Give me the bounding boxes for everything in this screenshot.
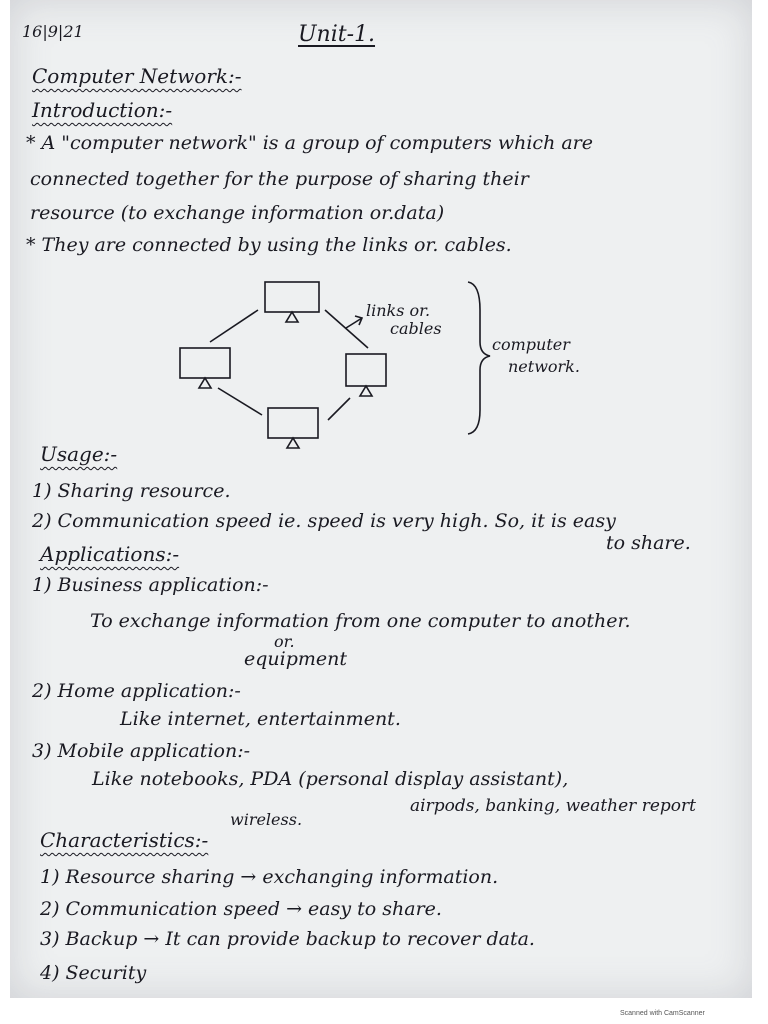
link-top-right bbox=[325, 310, 368, 348]
usage-continuation: to share. bbox=[606, 532, 691, 554]
computer-bottom bbox=[268, 408, 318, 438]
computer-left-stand bbox=[199, 378, 211, 388]
section-title: Computer Network:- bbox=[32, 64, 242, 88]
curly-brace bbox=[468, 282, 490, 434]
characteristics-heading: Characteristics:- bbox=[40, 828, 209, 852]
mobile-text: Like notebooks, PDA (personal display assistant), bbox=[92, 768, 569, 790]
business-equipment: equipment bbox=[244, 648, 348, 670]
characteristic-4: 4) Security bbox=[40, 962, 147, 984]
usage-item-1: 1) Sharing resource. bbox=[32, 480, 231, 502]
intro-line-1: * A "computer network" is a group of computers which are bbox=[26, 132, 593, 154]
usage-item-2: 2) Communication speed ie. speed is very high. So, it is easy bbox=[32, 510, 616, 532]
home-text: Like internet, entertainment. bbox=[120, 708, 401, 730]
mobile-heading: 3) Mobile application:- bbox=[32, 740, 251, 762]
date: 16|9|21 bbox=[22, 22, 84, 41]
home-heading: 2) Home application:- bbox=[32, 680, 241, 702]
intro-heading: Introduction:- bbox=[32, 98, 173, 122]
computer-right bbox=[346, 354, 386, 386]
computer-top-stand bbox=[286, 312, 298, 322]
intro-line-4: * They are connected by using the links or. cables. bbox=[26, 234, 512, 256]
links-label-1: links or. bbox=[366, 301, 431, 320]
mobile-more: airpods, banking, weather report bbox=[410, 796, 696, 816]
characteristic-1: 1) Resource sharing → exchanging information. bbox=[40, 866, 499, 888]
business-text: To exchange information from one computer to another. bbox=[90, 610, 631, 632]
network-label-2: network. bbox=[508, 357, 580, 376]
computer-left bbox=[180, 348, 230, 378]
network-label-1: computer bbox=[492, 335, 570, 354]
computer-bottom-stand bbox=[287, 438, 299, 448]
characteristic-2: 2) Communication speed → easy to share. bbox=[40, 898, 442, 920]
computer-top bbox=[265, 282, 319, 312]
applications-heading: Applications:- bbox=[40, 542, 180, 566]
business-heading: 1) Business application:- bbox=[32, 574, 269, 596]
computer-right-stand bbox=[360, 386, 372, 396]
business-or: or. bbox=[274, 632, 295, 651]
link-right-bottom bbox=[328, 398, 350, 420]
link-top-left bbox=[210, 310, 258, 342]
network-diagram bbox=[170, 270, 670, 460]
links-label-2: cables bbox=[390, 319, 442, 338]
unit-title: Unit-1. bbox=[298, 22, 376, 47]
link-left-bottom bbox=[218, 388, 262, 415]
mobile-wireless: wireless. bbox=[230, 810, 303, 829]
usage-heading: Usage:- bbox=[40, 442, 118, 466]
scanner-watermark: Scanned with CamScanner bbox=[620, 1010, 705, 1017]
characteristic-3: 3) Backup → It can provide backup to recover data. bbox=[40, 928, 535, 950]
intro-line-3: resource (to exchange information or.data) bbox=[30, 202, 445, 224]
intro-line-2: connected together for the purpose of sharing their bbox=[30, 168, 529, 190]
